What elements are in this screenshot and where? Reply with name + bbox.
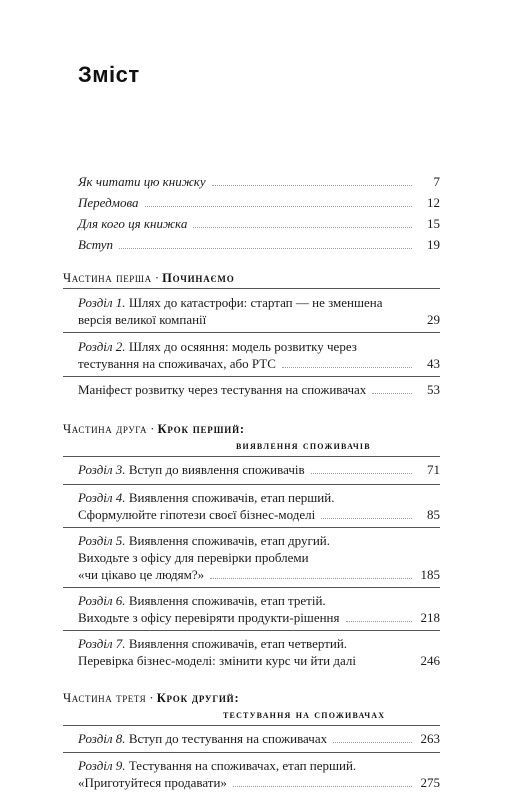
dot-leader [346, 620, 413, 622]
dot-leader [119, 247, 412, 249]
toc-entry-page: 12 [427, 195, 440, 210]
chapter-prefix: Розділ 4. [78, 490, 126, 505]
chapter-prefix: Розділ 2. [78, 339, 126, 354]
toc-entry-label-cont: Сформулюйте гіпотези своєї бізнес-моделі [78, 507, 316, 522]
dot-leader [210, 577, 412, 579]
toc-entry-label-cont: Виходьте з офісу для перевірки проблеми [78, 550, 309, 565]
toc-entry-page: 71 [427, 462, 440, 477]
toc-entry-label: Виявлення споживачів, етап четвертий. [128, 636, 348, 651]
divider [63, 376, 440, 377]
divider [63, 527, 440, 528]
divider [63, 288, 440, 289]
dot-leader [193, 226, 412, 228]
toc-entry [78, 294, 440, 328]
toc-entry-label-cont: Виходьте з офісу перевіряти продукти-рішення [78, 610, 340, 625]
chapter-prefix: Розділ 5. [78, 533, 126, 548]
toc-entry-label: Для кого ця книжка [78, 216, 188, 231]
part-subtitle: виявлення споживачів [236, 438, 371, 452]
toc-entry [78, 532, 440, 583]
toc-entry-page: 43 [427, 356, 440, 371]
divider [63, 587, 440, 588]
chapter-prefix: Розділ 3. [78, 462, 126, 477]
dot-leader [321, 517, 412, 519]
toc-entry-label: Тестування на споживачах, етап перший. [128, 758, 357, 773]
dot-leader [282, 366, 412, 368]
part-subtitle: тестування на споживачах [223, 707, 386, 721]
chapter-prefix: Розділ 6. [78, 593, 126, 608]
toc-entry [78, 635, 440, 669]
toc-entry-label: Передмова [78, 195, 139, 210]
dot-leader [362, 663, 412, 665]
toc-entry-label-cont: «чи цікаво це людям?» [78, 567, 205, 582]
dot-leader [212, 322, 412, 324]
toc-entry [78, 382, 440, 398]
toc-entry-label: Виявлення споживачів, етап перший. [128, 490, 335, 505]
part-label: Частина третя [63, 691, 147, 705]
part-separator: · [150, 422, 155, 436]
divider [63, 725, 440, 726]
dot-leader [145, 205, 412, 207]
part-separator: · [154, 271, 159, 285]
toc-entry [78, 237, 440, 253]
toc-entry-label: Вступ до виявлення споживачів [128, 462, 305, 477]
part-heading [63, 270, 440, 286]
toc-entry [78, 195, 440, 211]
toc-entry-label: Виявлення споживачів, етап третій. [128, 593, 326, 608]
toc-entry-page: 275 [420, 775, 440, 790]
toc-entry-label-cont: «Приготуйтеся продавати» [78, 775, 227, 790]
part-name: Крок перший: [157, 422, 245, 436]
part-heading [63, 421, 440, 453]
divider [63, 456, 440, 457]
toc-entry-page: 218 [420, 610, 440, 625]
toc-entry-label-cont: тестування на споживачах, або РТС [78, 356, 276, 371]
part-heading [63, 690, 440, 722]
toc-entry-label: Виявлення споживачів, етап другий. [128, 533, 330, 548]
toc-entry [78, 731, 440, 747]
toc-entry [78, 174, 440, 190]
toc-entry-page: 53 [427, 382, 440, 397]
toc-entry [78, 757, 440, 791]
chapter-prefix: Розділ 9. [78, 758, 126, 773]
part-name: Починаємо [162, 271, 235, 285]
divider [63, 752, 440, 753]
toc-entry [78, 592, 440, 626]
toc-entry-page: 15 [427, 216, 440, 231]
chapter-prefix: Розділ 7. [78, 636, 126, 651]
toc-entry-page: 85 [427, 507, 440, 522]
dot-leader [212, 184, 412, 186]
toc-entry-page: 7 [433, 174, 440, 189]
toc-entry-label: Шлях до осяяння: модель розвитку через [128, 339, 357, 354]
dot-leader [333, 741, 412, 743]
divider [63, 630, 440, 631]
toc-entry-page: 263 [420, 731, 440, 746]
divider [63, 332, 440, 333]
toc-entry-label-cont: версія великої компанії [78, 312, 207, 327]
toc-entry-page: 19 [427, 237, 440, 252]
dot-leader [372, 392, 412, 394]
toc-entry-page: 185 [420, 567, 440, 582]
toc-entry-label: Як читати цю книжку [78, 174, 206, 189]
toc-entry [78, 462, 440, 478]
toc-entry [78, 489, 440, 523]
part-label: Частина друга [63, 422, 148, 436]
toc-entry-label: Маніфест розвитку через тестування на споживачах [78, 382, 367, 397]
part-name: Крок другий: [156, 691, 240, 705]
toc-entry-label: Вступ до тестування на споживачах [128, 731, 328, 746]
divider [63, 484, 440, 485]
toc-entry [78, 216, 440, 232]
dot-leader [311, 472, 412, 474]
chapter-prefix: Розділ 8. [78, 731, 126, 746]
dot-leader [233, 785, 412, 787]
toc-entry-label-cont: Перевірка бізнес-моделі: змінити курс чи йти далі [78, 653, 356, 668]
chapter-prefix: Розділ 1. [78, 295, 126, 310]
toc-entry [78, 338, 440, 372]
part-label: Частина перша [63, 271, 152, 285]
part-separator: · [149, 691, 154, 705]
page-title: Зміст [78, 62, 140, 87]
toc-entry-page: 29 [427, 312, 440, 327]
toc-entry-label: Вступ [78, 237, 114, 252]
toc-entry-page: 246 [420, 653, 440, 668]
toc-entry-label: Шлях до катастрофи: стартап — не зменшена [128, 295, 383, 310]
